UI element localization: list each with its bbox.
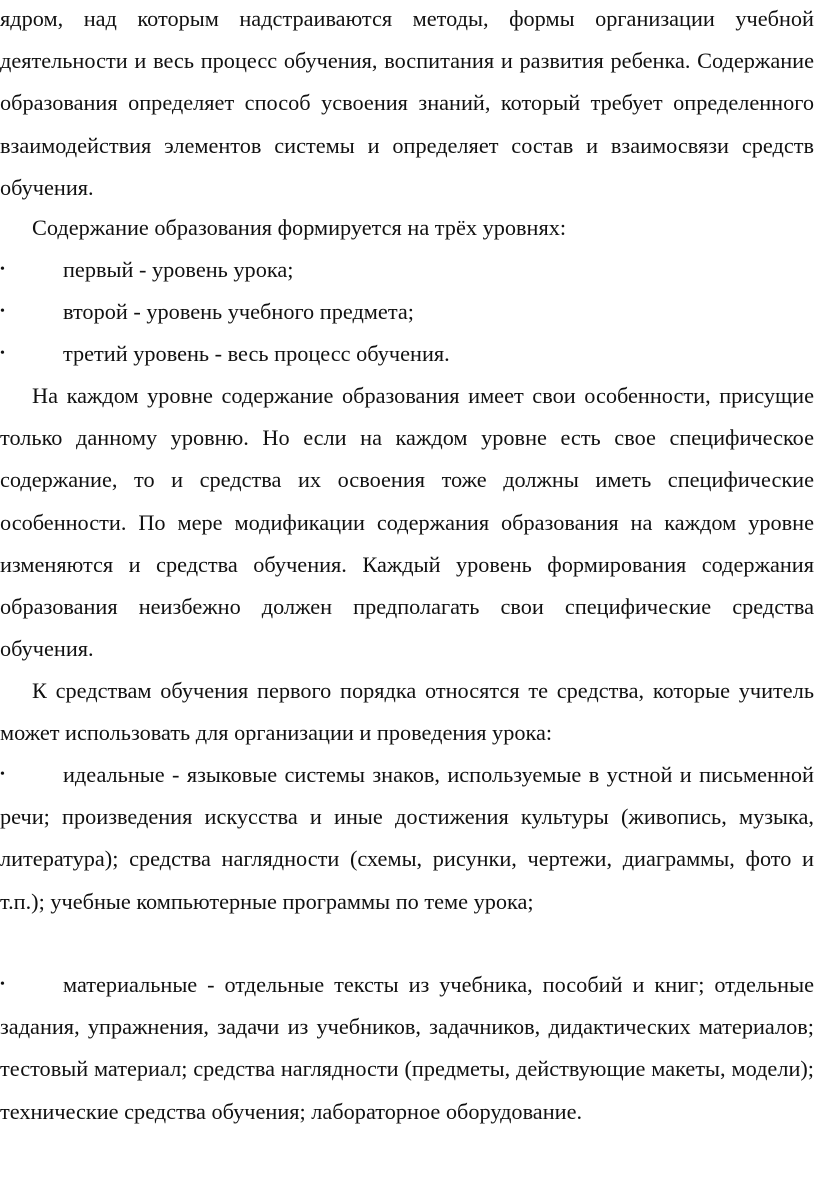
list-item-text: материальные - отдельные тексты из учебника, пособий и книг; отдельные задания, упражнения, задачи из учебников, задачников, дидактических материалов; тестовый материал; средства наглядности (предметы, действующие макеты, модели); технические средства обучения; лабораторное оборудование. xyxy=(0,972,814,1124)
list-item-text: третий уровень - весь процесс обучения. xyxy=(63,341,450,366)
list-item-text: первый - уровень урока; xyxy=(63,257,294,282)
list-item-text: идеальные - языковые системы знаков, используемые в устной и письменной речи; произведения искусства и иные достижения культуры (живопись, музыка, литература); средства наглядности (схемы, рисунки, чертежи, диаграммы, фото и т.п.); учебные компьютерные программы по теме урока; xyxy=(0,762,814,914)
list-item xyxy=(0,333,814,375)
list-item xyxy=(0,291,814,333)
paragraph-text: К средствам обучения первого порядка относятся те средства, которые учитель может использовать для организации и проведения урока: xyxy=(0,678,814,746)
bullet-icon: • xyxy=(0,304,5,319)
list-item xyxy=(0,249,814,291)
bullet-icon: • xyxy=(0,262,5,277)
bullet-icon: • xyxy=(0,346,5,361)
bullet-icon: • xyxy=(0,977,5,992)
bullet-icon: • xyxy=(0,767,5,782)
paragraph-text: ядром, над которым надстраиваются методы, формы организации учебной деятельности и весь процесс обучения, воспитания и развития ребенка. Содержание образования определяет способ усвоения знаний, который требует определенного взаимодействия элементов системы и определяет состав и взаимосвязи средств обучения. xyxy=(0,6,814,200)
list-item-text: второй - уровень учебного предмета; xyxy=(63,299,414,324)
paragraph-text: На каждом уровне содержание образования имеет свои особенности, присущие только данному уровню. Но если на каждом уровне есть свое специфическое содержание, то и средства их освоения тоже должны иметь специфические особенности. По мере модификации содержания образования на каждом уровне изменяются и средства обучения. Каждый уровень формирования содержания образования неизбежно должен предполагать свои специфические средства обучения. xyxy=(0,383,814,662)
list-item xyxy=(0,964,814,1133)
paragraph-text: Содержание образования формируется на трёх уровнях: xyxy=(32,215,567,240)
list-item xyxy=(0,754,814,923)
